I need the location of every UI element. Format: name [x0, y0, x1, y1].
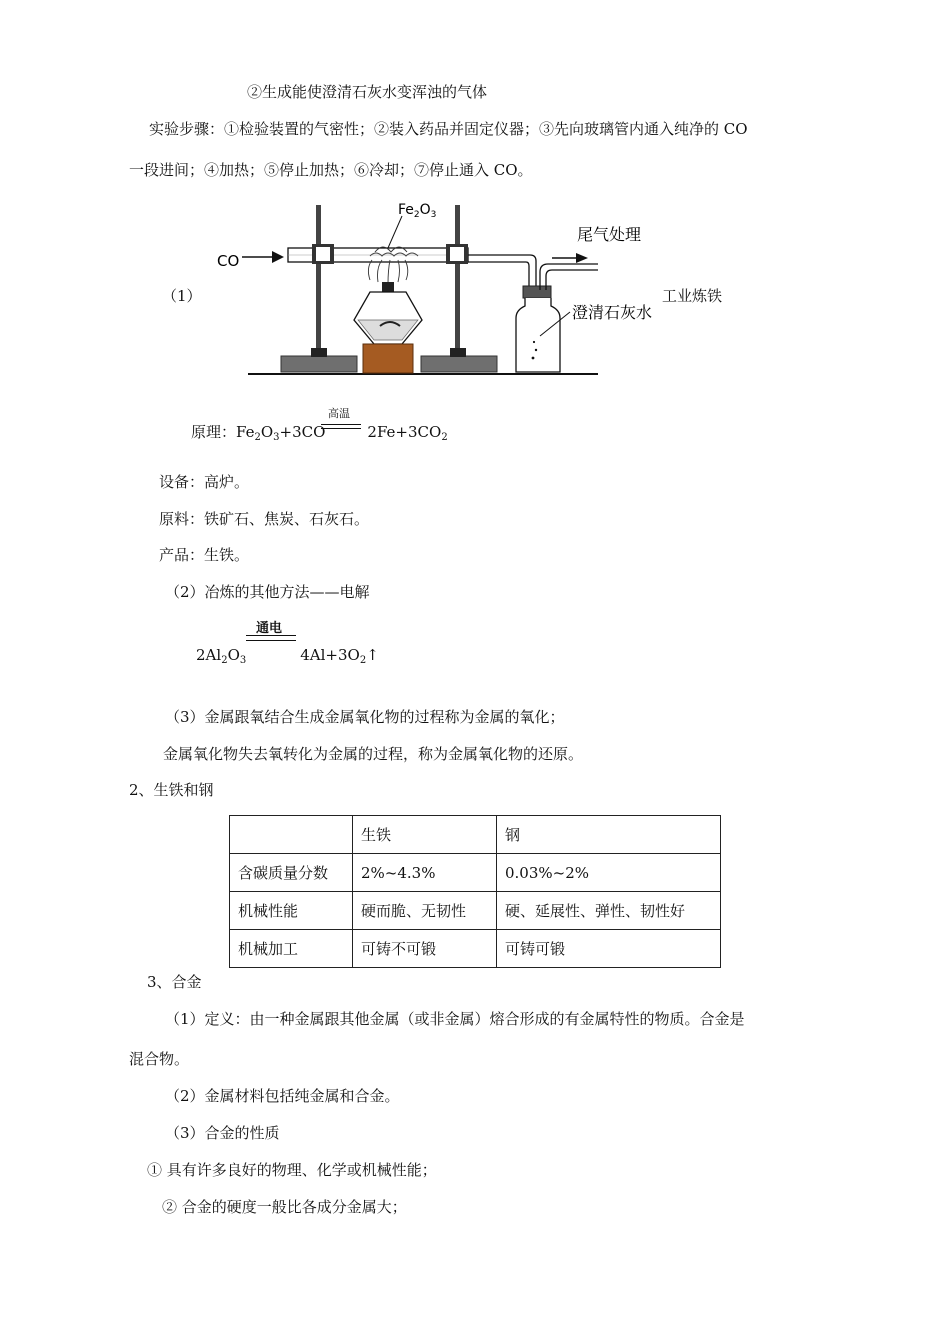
item1-marker: （1） [162, 287, 202, 305]
electrolysis-bar-bottom [246, 640, 296, 641]
alloy-materials-line: （2）金属材料包括纯金属和合金。 [165, 1087, 400, 1105]
table-row [230, 816, 721, 854]
item2-line: （2）冶炼的其他方法——电解 [165, 583, 370, 601]
right-stand-rod [455, 205, 460, 357]
electrolysis-condition: 通电 [256, 621, 283, 636]
item3-line-1: （3）金属跟氧结合生成金属氧化物的过程称为金属的氧化； [165, 708, 565, 726]
table-cell: 硬而脆、无韧性 [353, 892, 497, 930]
table-cell: 2%~4.3% [353, 854, 497, 892]
table-cell: 含碳质量分数 [230, 854, 353, 892]
top-line: ②生成能使澄清石灰水变浑浊的气体 [247, 83, 488, 101]
steps-line-1: 实验步骤：①检验装置的气密性；②装入药品并固定仪器；③先向玻璃管内通入纯净的 CO [149, 120, 748, 138]
alloy-definition-line-2: 混合物。 [129, 1050, 190, 1068]
item3-line-2: 金属氧化物失去氧转化为金属的过程，称为金属氧化物的还原。 [163, 745, 584, 763]
table-cell: 硬、延展性、弹性、韧性好 [497, 892, 721, 930]
flame [368, 260, 407, 284]
table-cell: 0.03%~2% [497, 854, 721, 892]
item1-title: 工业炼铁 [662, 287, 723, 305]
table-cell: 生铁 [353, 816, 497, 854]
section3-heading: 3、合金 [147, 973, 202, 991]
right-stand-base [421, 356, 497, 372]
alloy-properties-heading: （3）合金的性质 [165, 1124, 280, 1142]
electrolysis-equation: $2Al_2O_3$ $4Al+3O_2↑$ [196, 646, 379, 666]
alloy-property-2: ② 合金的硬度一般比各成分金属大； [162, 1198, 407, 1216]
electrolysis-bar-top [246, 635, 296, 636]
steps-line-2: 一段进间；④加热；⑤停止加热；⑥冷却；⑦停止通入 CO。 [129, 161, 533, 179]
table-cell: 机械性能 [230, 892, 353, 930]
table-cell: 机械加工 [230, 930, 353, 968]
table-row [230, 854, 721, 892]
tail-gas-label: 尾气处理 [577, 225, 642, 244]
ironmaking-apparatus-diagram [0, 0, 950, 400]
left-stand-base [281, 356, 357, 372]
exhaust-tube [546, 270, 598, 290]
left-stand-rod [316, 205, 321, 357]
table-cell: 钢 [497, 816, 721, 854]
materials-line: 原料：铁矿石、焦炭、石灰石。 [159, 510, 370, 528]
product-line: 产品：生铁。 [159, 546, 250, 564]
limewater-label: 澄清石灰水 [572, 303, 653, 322]
table-cell [230, 816, 353, 854]
limewater-bottle [516, 286, 560, 372]
alloy-definition-line-1: （1）定义：由一种金属跟其他金属（或非金属）熔合形成的有金属特性的物质。合金是 [165, 1010, 745, 1028]
alloy-property-1: ① 具有许多良好的物理、化学或机械性能； [147, 1161, 437, 1179]
wooden-block [363, 344, 413, 373]
principle-equation: 原理：$Fe_2O_3+3CO$ $2Fe+3CO_2$ [191, 423, 448, 443]
section2-heading: 2、生铁和钢 [129, 781, 214, 799]
table-cell: 可铸可锻 [497, 930, 721, 968]
fe2o3-label: $Fe_2O_3$ [398, 202, 437, 220]
co-label: CO [217, 252, 240, 270]
table-row [230, 930, 721, 968]
alcohol-lamp [354, 282, 422, 344]
table-cell: 可铸不可锻 [353, 930, 497, 968]
high-temp-condition: 高温 [328, 407, 350, 420]
iron-steel-table [229, 815, 721, 968]
table-row [230, 892, 721, 930]
equipment-line: 设备：高炉。 [159, 473, 250, 491]
